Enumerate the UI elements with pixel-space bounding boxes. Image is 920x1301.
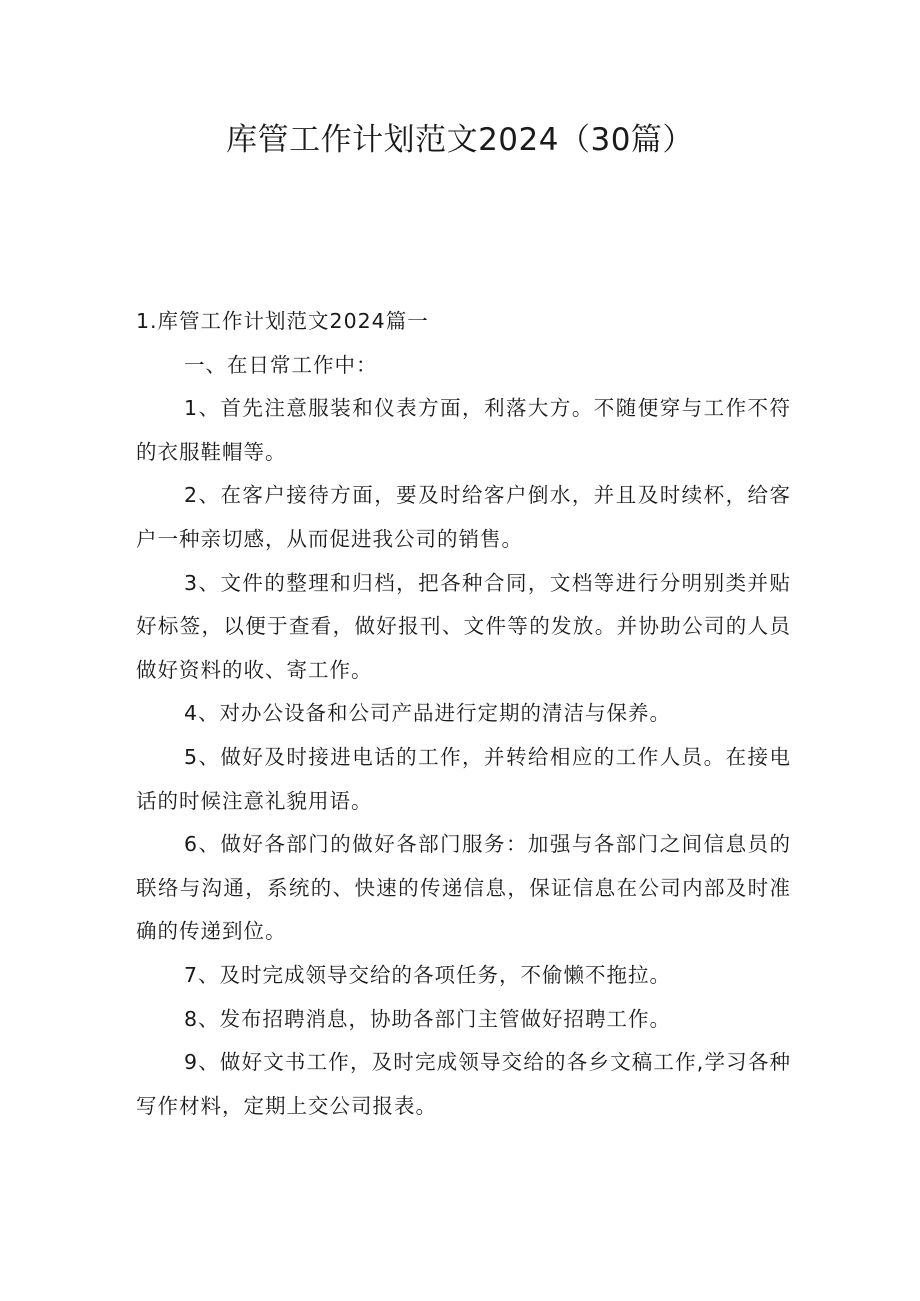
document-title: 库管工作计划范文2024（30篇） — [226, 122, 694, 158]
subheading: 一、在日常工作中： — [184, 352, 378, 377]
list-item: 6、做好各部门的做好各部门服务：加强与各部门之间信息员的联络与沟通，系统的、快速的传递信息，保证信息在公司内部及时准确的传递到位。 — [136, 832, 791, 944]
list-item: 3、文件的整理和归档，把各种合同，文档等进行分明别类并贴好标签，以便于查看，做好报刊、文件等的发放。并协助公司的人员做好资料的收、寄工作。 — [136, 570, 791, 682]
document-body — [136, 300, 791, 1128]
list-item: 5、做好及时接进电话的工作，并转给相应的工作人员。在接电话的时候注意礼貌用语。 — [136, 744, 791, 813]
list-item: 2、在客户接待方面，要及时给客户倒水，并且及时续杯，给客户一种亲切感，从而促进我公司的销售。 — [136, 483, 791, 551]
list-item: 1、首先注意服装和仪表方面，利落大方。不随便穿与工作不符的衣服鞋帽等。 — [136, 396, 791, 464]
list-item: 8、发布招聘消息，协助各部门主管做好招聘工作。 — [184, 1006, 672, 1031]
list-item: 7、及时完成领导交给的各项任务，不偷懒不拖拉。 — [184, 962, 672, 987]
list-item: 9、做好文书工作，及时完成领导交给的各乡文稿工作,学习各种写作材料，定期上交公司报表。 — [136, 1050, 791, 1118]
list-item: 4、对办公设备和公司产品进行定期的清洁与保养。 — [184, 701, 672, 726]
section-heading: 1.库管工作计划范文2024篇一 — [136, 309, 429, 333]
